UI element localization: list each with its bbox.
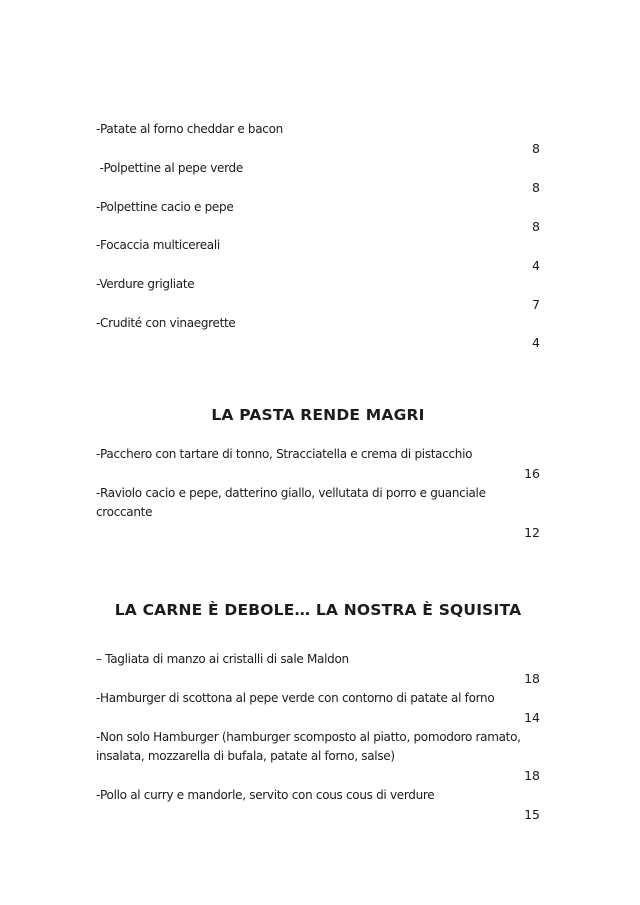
menu-item xyxy=(96,198,540,237)
menu-item xyxy=(96,275,540,314)
menu-item-price: 8 xyxy=(532,219,540,235)
menu-item xyxy=(96,159,540,198)
menu-item xyxy=(96,728,540,786)
menu-item-price: 4 xyxy=(532,335,540,351)
menu-section-carne xyxy=(96,650,540,825)
menu-item-price: 7 xyxy=(532,296,540,312)
menu-item-name: -Patate al forno cheddar e bacon xyxy=(96,122,283,136)
menu-item-name: -Polpettine cacio e pepe xyxy=(96,199,234,214)
section-heading-pasta: LA PASTA RENDE MAGRI xyxy=(211,405,425,424)
menu-item-price: 18 xyxy=(524,671,540,687)
menu-item-price: 16 xyxy=(524,466,540,482)
menu-item-name: -Non solo Hamburger (hamburger scomposto al piatto, pomodoro ramato, xyxy=(96,729,521,744)
menu-item-price: 8 xyxy=(532,180,540,196)
menu-item-price: 8 xyxy=(532,141,540,157)
menu-item-price: 12 xyxy=(524,524,540,540)
menu-item xyxy=(96,786,540,825)
menu-item-price: 14 xyxy=(524,710,540,726)
menu-item-name: -Pollo al curry e mandorle, servito con cous cous di verdure xyxy=(96,787,435,802)
menu-item-name: -Pacchero con tartare di tonno, Stracciatella e crema di pistacchio xyxy=(96,446,473,461)
menu-item xyxy=(96,445,540,484)
menu-item xyxy=(96,120,540,159)
menu-item xyxy=(96,650,540,689)
menu-item xyxy=(96,236,540,275)
menu-section-pasta xyxy=(96,445,540,542)
menu-item xyxy=(96,314,540,353)
menu-item-name: -Focaccia multicereali xyxy=(96,238,220,253)
menu-item xyxy=(96,689,540,728)
menu-item-name: – Tagliata di manzo ai cristalli di sale Maldon xyxy=(96,651,349,666)
menu-item-name-continuation: insalata, mozzarella di bufala, patate al forno, salse) xyxy=(96,748,395,763)
menu-item-name-continuation: croccante xyxy=(96,505,153,520)
menu-item-price: 4 xyxy=(532,257,540,273)
menu-section-appetizers xyxy=(96,120,540,353)
menu-item-name: -Hamburger di scottona al pepe verde con contorno di patate al forno xyxy=(96,690,495,705)
section-heading-carne: LA CARNE È DEBOLE… LA NOSTRA È SQUISITA xyxy=(114,600,522,619)
menu-item xyxy=(96,484,540,542)
menu-item-price: 15 xyxy=(524,807,540,823)
menu-item-price: 18 xyxy=(524,768,540,784)
menu-item-name: -Raviolo cacio e pepe, datterino giallo, vellutata di porro e guanciale xyxy=(96,485,486,500)
menu-item-name: -Crudité con vinaegrette xyxy=(96,316,236,331)
menu-item-name: -Verdure grigliate xyxy=(96,277,195,292)
menu-item-name: -Polpettine al pepe verde xyxy=(96,160,243,175)
